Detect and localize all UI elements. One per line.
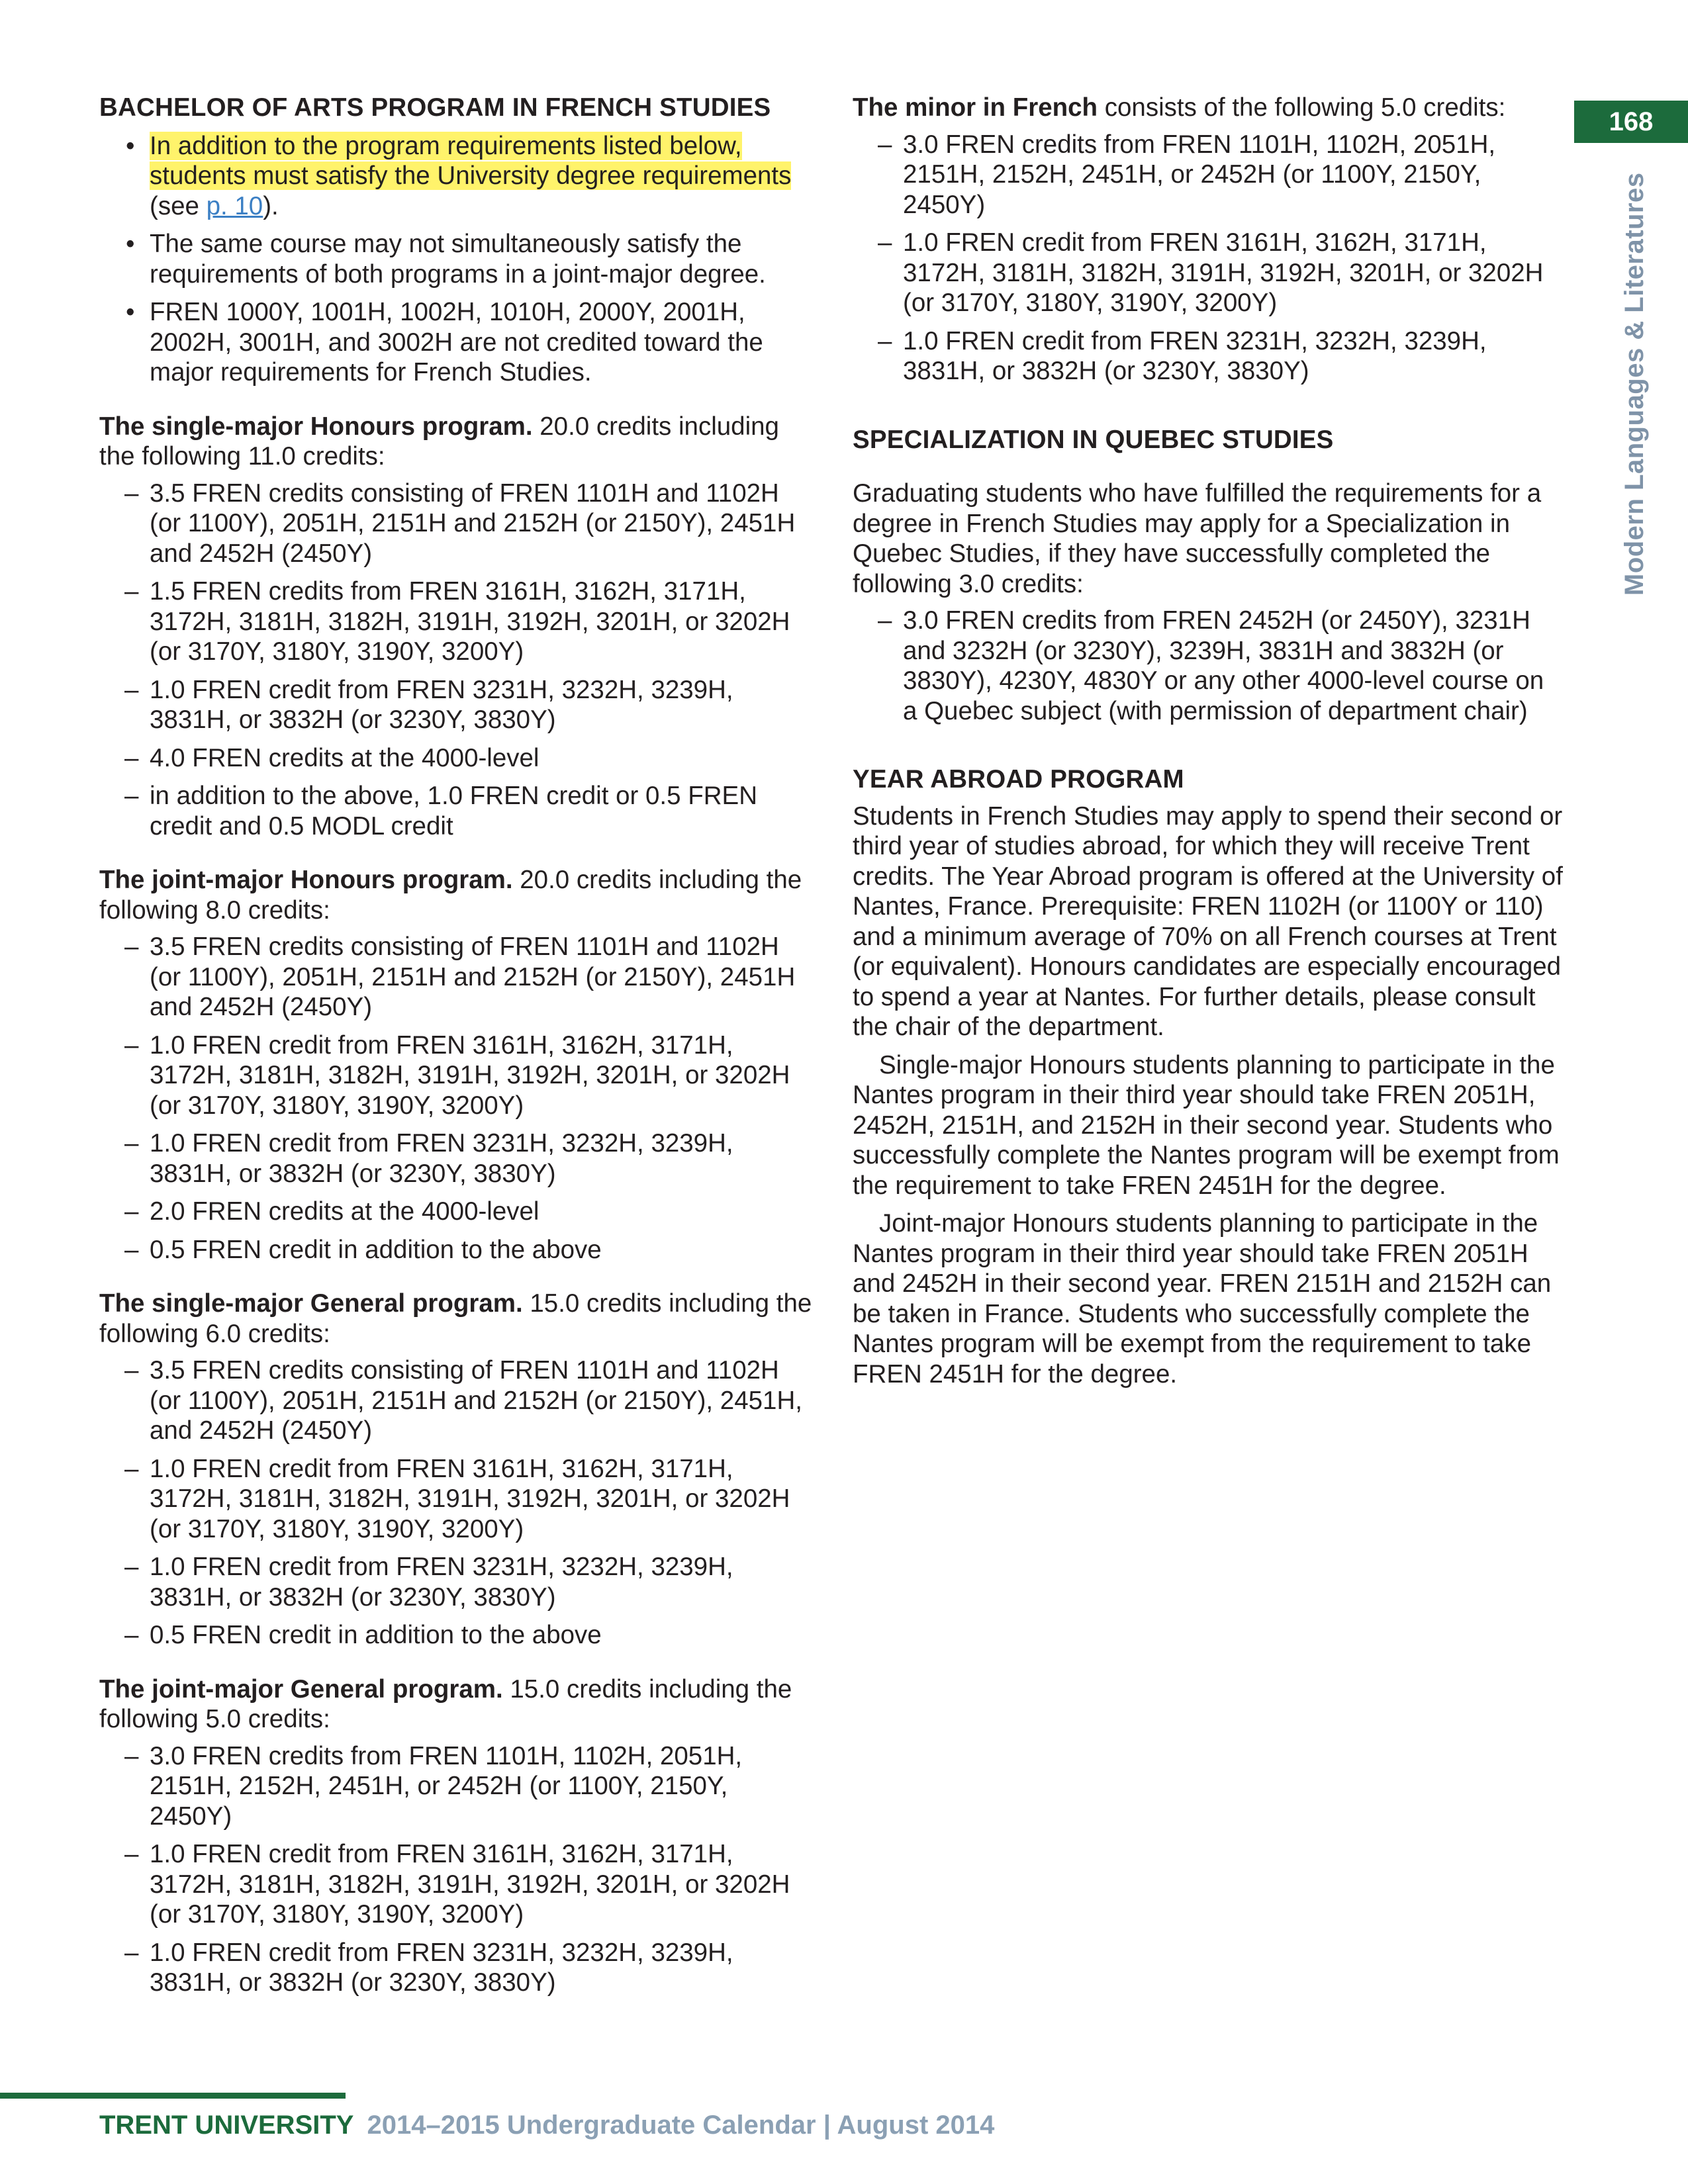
- program-intro: [99, 865, 814, 925]
- list-item: [99, 1552, 814, 1612]
- program-title: The joint-major Honours program.: [99, 866, 513, 894]
- footer-university: TRENT UNIVERSITY: [99, 2111, 354, 2140]
- list-item: [99, 743, 814, 774]
- program-title: The minor in French: [853, 93, 1098, 122]
- single-major-general-section: [99, 1289, 814, 1651]
- ba-program-heading: BACHELOR OF ARTS PROGRAM IN FRENCH STUDIES: [99, 93, 771, 122]
- requirement-text: 0.5 FREN credit in addition to the above: [150, 1235, 602, 1264]
- page-number: 168: [1574, 101, 1688, 143]
- requirement-list: [99, 1741, 814, 1998]
- requirement-text: 1.0 FREN credit from FREN 3161H, 3162H, 3171H, 3172H, 3181H, 3182H, 3191H, 3192H, 3201H, or 3202H (or 3170Y, 3180Y, 3190Y, 3200Y): [150, 1840, 790, 1929]
- program-title: The single-major General program.: [99, 1289, 523, 1318]
- requirement-text: 3.5 FREN credits consisting of FREN 1101H and 1102H (or 1100Y), 2051H, 2151H and 2152H (or 2150Y), 2451H and 2452H (2450Y): [150, 933, 796, 1021]
- requirement-text: 0.5 FREN credit in addition to the above: [150, 1621, 602, 1649]
- requirement-list: [99, 1355, 814, 1651]
- dash-mark: –: [124, 1741, 139, 1770]
- list-item: [99, 1197, 814, 1227]
- specialization-section: [853, 425, 1564, 727]
- dash-mark: –: [124, 1840, 139, 1868]
- requirement-text: 1.0 FREN credit from FREN 3231H, 3232H, 3239H, 3831H, or 3832H (or 3230Y, 3830Y): [150, 1553, 733, 1612]
- requirement-list: [853, 606, 1564, 726]
- dash-mark: –: [878, 130, 892, 159]
- list-item: [99, 675, 814, 735]
- dash-mark: –: [124, 1030, 139, 1060]
- dash-mark: –: [878, 326, 892, 355]
- list-item: [99, 131, 814, 222]
- program-desc: 20.0 credits including the following 11.0 credits:: [99, 412, 779, 471]
- dash-mark: –: [124, 1621, 139, 1649]
- year-abroad-heading: YEAR ABROAD PROGRAM: [853, 765, 1184, 794]
- footer: [99, 2109, 994, 2142]
- list-item: [99, 1620, 814, 1651]
- footer-calendar: 2014–2015 Undergraduate Calendar | August 2014: [367, 2111, 995, 2140]
- requirement-list: [853, 130, 1564, 387]
- program-title: The single-major Honours program.: [99, 412, 533, 441]
- requirement-text: 3.5 FREN credits consisting of FREN 1101H and 1102H (or 1100Y), 2051H, 2151H and 2152H (or 2150Y), 2451H and 2452H (2450Y): [150, 478, 796, 568]
- list-item: [99, 229, 814, 289]
- list-item: [99, 297, 814, 388]
- list-item: [99, 1355, 814, 1446]
- program-desc: consists of the following 5.0 credits:: [1098, 93, 1506, 122]
- bullet-text: ).: [263, 191, 279, 220]
- bullet-mark: •: [126, 298, 135, 326]
- dash-mark: –: [124, 1938, 139, 1967]
- dash-mark: –: [124, 1197, 139, 1226]
- left-column: [99, 93, 814, 2022]
- list-item: [853, 228, 1564, 318]
- specialization-text: Graduating students who have fulfilled the requirements for a degree in French Studies may apply for a Specialization in Quebec Studies, if they have successfully completed the following 3.0 credits:: [853, 479, 1542, 598]
- footer-rule: [0, 2093, 346, 2099]
- list-item: [853, 606, 1564, 726]
- single-major-honours-section: [99, 412, 814, 842]
- list-item: [99, 1030, 814, 1121]
- minor-section: [853, 93, 1564, 387]
- bullet-text: FREN 1000Y, 1001H, 1002H, 1010H, 2000Y, 2001H, 2002H, 3001H, and 3002H are not credited toward the major requirements for French Studies.: [150, 298, 763, 387]
- bullet-text: (see: [150, 191, 207, 220]
- requirement-text: 1.0 FREN credit from FREN 3231H, 3232H, 3239H, 3831H, or 3832H (or 3230Y, 3830Y): [903, 326, 1487, 385]
- year-abroad-section: [853, 764, 1564, 1389]
- requirement-text: 1.5 FREN credits from FREN 3161H, 3162H, 3171H, 3172H, 3181H, 3182H, 3191H, 3192H, 3201H, or 3202H (or 3170Y, 3180Y, 3190Y, 3200Y): [150, 577, 790, 666]
- dash-mark: –: [124, 1454, 139, 1483]
- dash-mark: –: [124, 782, 139, 810]
- dash-mark: –: [124, 1129, 139, 1158]
- list-item: [99, 1741, 814, 1832]
- requirement-text: 3.0 FREN credits from FREN 1101H, 1102H, 2051H, 2151H, 2152H, 2451H, or 2452H (or 1100Y, 2150Y, 2450Y): [903, 130, 1496, 219]
- year-abroad-paragraph: Single-major Honours students planning to participate in the Nantes program in their third year should take FREN 2051H, 2452H, 2151H, and 2152H in their second year. Students who successfully complete the Nantes program will be exempt from the requirement to take FREN 2451H for the degree.: [853, 1050, 1560, 1200]
- program-intro: [99, 1289, 814, 1349]
- list-item: [99, 576, 814, 667]
- list-item: [99, 932, 814, 1023]
- list-item: [99, 781, 814, 841]
- highlighted-text: In addition to the program requirements listed below, students must satisfy the University degree requirements: [150, 131, 792, 190]
- dash-mark: –: [124, 1553, 139, 1581]
- right-column: [853, 93, 1564, 1413]
- dash-mark: –: [878, 606, 892, 635]
- dash-mark: –: [124, 675, 139, 704]
- dash-mark: –: [124, 743, 139, 772]
- program-desc: 15.0 credits including the following 5.0 credits:: [99, 1674, 792, 1733]
- requirement-text: 2.0 FREN credits at the 4000-level: [150, 1197, 539, 1226]
- requirement-text: 1.0 FREN credit from FREN 3231H, 3232H, 3239H, 3831H, or 3832H (or 3230Y, 3830Y): [150, 1129, 733, 1188]
- requirement-text: 1.0 FREN credit from FREN 3231H, 3232H, 3239H, 3831H, or 3832H (or 3230Y, 3830Y): [150, 1938, 733, 1997]
- program-intro: [99, 412, 814, 472]
- program-title: The joint-major General program.: [99, 1674, 503, 1704]
- joint-major-general-section: [99, 1674, 814, 1998]
- program-intro: [99, 1674, 814, 1735]
- program-desc: 20.0 credits including the following 8.0 credits:: [99, 866, 802, 925]
- dash-mark: –: [124, 478, 139, 508]
- list-item: [99, 478, 814, 569]
- ba-bullet-list: [99, 131, 814, 388]
- dash-mark: –: [124, 1356, 139, 1385]
- requirement-list: [99, 478, 814, 842]
- requirement-list: [99, 932, 814, 1265]
- list-item: [853, 326, 1564, 387]
- section-sidebar-title: Modern Languages & Literatures: [1620, 172, 1649, 596]
- year-abroad-paragraph: Students in French Studies may apply to spend their second or third year of studies abroad, for which they will receive Trent credits. The Year Abroad program is offered at the University of Nantes, France. Prerequisite: FREN 1102H (or 1100Y or 110) and a minimum average of 70% on all French courses at Trent (or equivalent). Honours candidates are especially encouraged to spend a year at Nantes. For further details, please consult the chair of the department.: [853, 801, 1563, 1041]
- list-item: [99, 1454, 814, 1545]
- requirement-text: 1.0 FREN credit from FREN 3161H, 3162H, 3171H, 3172H, 3181H, 3182H, 3191H, 3192H, 3201H, or 3202H (or 3170Y, 3180Y, 3190Y, 3200Y): [903, 228, 1544, 317]
- dash-mark: –: [124, 933, 139, 961]
- requirement-text: 3.5 FREN credits consisting of FREN 1101H and 1102H (or 1100Y), 2051H, 2151H and 2152H (or 2150Y), 2451H, and 2452H (2450Y): [150, 1356, 802, 1445]
- dash-mark: –: [124, 1235, 139, 1264]
- specialization-heading: SPECIALIZATION IN QUEBEC STUDIES: [853, 425, 1334, 454]
- list-item: [99, 1938, 814, 1998]
- requirement-text: 1.0 FREN credit from FREN 3161H, 3162H, 3171H, 3172H, 3181H, 3182H, 3191H, 3192H, 3201H, or 3202H (or 3170Y, 3180Y, 3190Y, 3200Y): [150, 1454, 790, 1543]
- requirement-text: 4.0 FREN credits at the 4000-level: [150, 743, 539, 772]
- list-item: [99, 1839, 814, 1930]
- requirement-text: 1.0 FREN credit from FREN 3161H, 3162H, 3171H, 3172H, 3181H, 3182H, 3191H, 3192H, 3201H, or 3202H (or 3170Y, 3180Y, 3190Y, 3200Y): [150, 1030, 790, 1120]
- requirement-text: 1.0 FREN credit from FREN 3231H, 3232H, 3239H, 3831H, or 3832H (or 3230Y, 3830Y): [150, 675, 733, 734]
- page-link[interactable]: p. 10: [206, 191, 263, 220]
- requirement-text: in addition to the above, 1.0 FREN credit or 0.5 FREN credit and 0.5 MODL credit: [150, 782, 758, 841]
- bullet-text: The same course may not simultaneously satisfy the requirements of both programs in a joint-major degree.: [150, 230, 766, 289]
- year-abroad-paragraph: Joint-major Honours students planning to participate in the Nantes program in their third year should take FREN 2051H and 2452H in their second year. FREN 2151H and 2152H can be taken in France. Students who successfully complete the Nantes program will be exempt from the requirement to take FREN 2451H for the degree.: [853, 1209, 1552, 1388]
- joint-major-honours-section: [99, 865, 814, 1265]
- list-item: [853, 130, 1564, 220]
- program-desc: 15.0 credits including the following 6.0 credits:: [99, 1289, 812, 1348]
- bullet-mark: •: [126, 131, 135, 160]
- list-item: [99, 1235, 814, 1265]
- dash-mark: –: [124, 577, 139, 606]
- bullet-mark: •: [126, 230, 135, 258]
- list-item: [99, 1128, 814, 1189]
- dash-mark: –: [878, 228, 892, 257]
- requirement-text: 3.0 FREN credits from FREN 2452H (or 2450Y), 3231H and 3232H (or 3230Y), 3239H, 3831H and 3832H (or 3830Y), 4230Y, 4830Y or any other 4000-level course on a Quebec subject (with permission of department chair): [903, 606, 1544, 725]
- requirement-text: 3.0 FREN credits from FREN 1101H, 1102H, 2051H, 2151H, 2152H, 2451H, or 2452H (or 1100Y, 2150Y, 2450Y): [150, 1741, 743, 1831]
- ba-program-section: [99, 93, 814, 388]
- program-intro: [853, 93, 1564, 123]
